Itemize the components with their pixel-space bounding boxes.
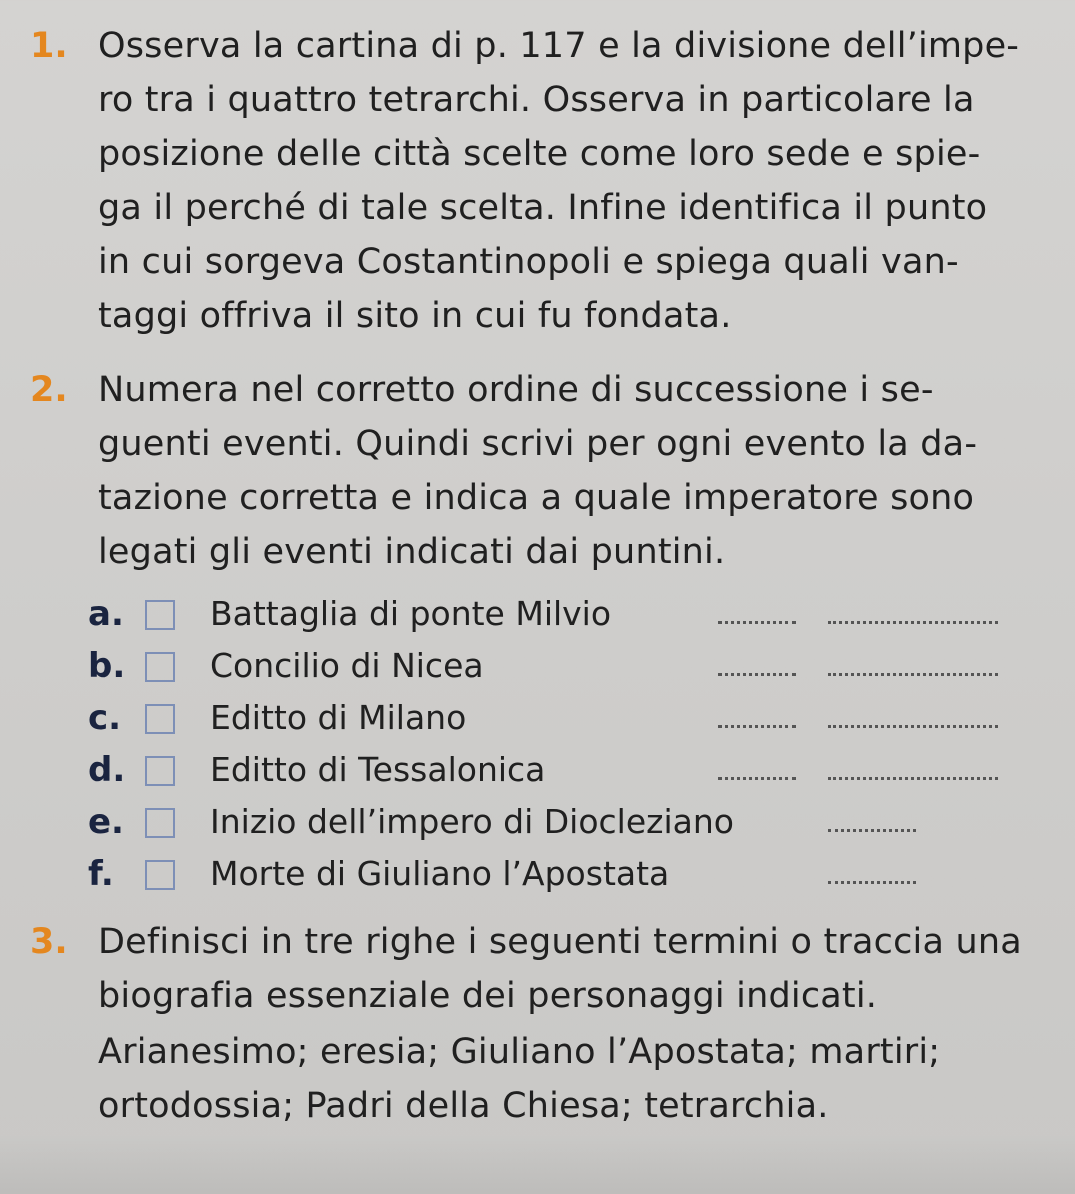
item-letter: a.	[88, 594, 124, 634]
exercise-text-line: taggi offriva il sito in cui fu fondata.	[98, 296, 732, 336]
event-item	[88, 748, 1075, 792]
emperor-blank[interactable]	[828, 618, 998, 624]
exercise-number: 1.	[30, 26, 68, 66]
order-checkbox[interactable]	[145, 860, 175, 890]
event-item	[88, 852, 1075, 896]
exercise-text-line: Definisci in tre righe i seguenti termini o traccia una	[98, 922, 1022, 962]
exercise-text-line: ga il perché di tale scelta. Infine identifica il punto	[98, 188, 988, 228]
item-letter: e.	[88, 802, 124, 842]
emperor-blank[interactable]	[828, 774, 998, 780]
exercise-text-line: guenti eventi. Quindi scrivi per ogni evento la da-	[98, 424, 978, 464]
exercise-text-line: ro tra i quattro tetrarchi. Osserva in particolare la	[98, 80, 975, 120]
emperor-blank[interactable]	[828, 670, 998, 676]
event-label: Editto di Milano	[210, 698, 467, 737]
order-checkbox[interactable]	[145, 704, 175, 734]
event-item	[88, 644, 1075, 688]
terms-list-line: ortodossia; Padri della Chiesa; tetrarchia.	[98, 1086, 829, 1126]
exercise-text-line: legati gli eventi indicati dai puntini.	[98, 532, 726, 572]
emperor-blank[interactable]	[828, 878, 916, 884]
exercise-text-line: posizione delle città scelte come loro sede e spie-	[98, 134, 981, 174]
event-item	[88, 696, 1075, 740]
exercise-text-line: biografia essenziale dei personaggi indicati.	[98, 976, 878, 1016]
order-checkbox[interactable]	[145, 808, 175, 838]
emperor-blank[interactable]	[828, 826, 916, 832]
exercise-text-line: Numera nel corretto ordine di successione i se-	[98, 370, 934, 410]
exercise-number: 3.	[30, 922, 68, 962]
event-item	[88, 592, 1075, 636]
exercise-number: 2.	[30, 370, 68, 410]
exercise-text-line: tazione corretta e indica a quale imperatore sono	[98, 478, 975, 518]
terms-list-line: Arianesimo; eresia; Giuliano l’Apostata; martiri;	[98, 1032, 941, 1072]
page-shadow	[0, 1134, 1075, 1194]
event-label: Concilio di Nicea	[210, 646, 484, 685]
event-label: Battaglia di ponte Milvio	[210, 594, 612, 633]
item-letter: b.	[88, 646, 126, 686]
emperor-blank[interactable]	[828, 722, 998, 728]
date-blank[interactable]	[718, 618, 796, 624]
item-letter: c.	[88, 698, 122, 738]
exercise-text-line: Osserva la cartina di p. 117 e la divisione dell’impe-	[98, 26, 1020, 66]
event-item	[88, 800, 1075, 844]
event-label: Editto di Tessalonica	[210, 750, 546, 789]
date-blank[interactable]	[718, 722, 796, 728]
date-blank[interactable]	[718, 670, 796, 676]
date-blank[interactable]	[718, 774, 796, 780]
item-letter: d.	[88, 750, 126, 790]
order-checkbox[interactable]	[145, 652, 175, 682]
event-label: Inizio dell’impero di Diocleziano	[210, 802, 734, 841]
order-checkbox[interactable]	[145, 756, 175, 786]
order-checkbox[interactable]	[145, 600, 175, 630]
item-letter: f.	[88, 854, 114, 894]
event-label: Morte di Giuliano l’Apostata	[210, 854, 670, 893]
exercise-text-line: in cui sorgeva Costantinopoli e spiega quali van-	[98, 242, 959, 282]
